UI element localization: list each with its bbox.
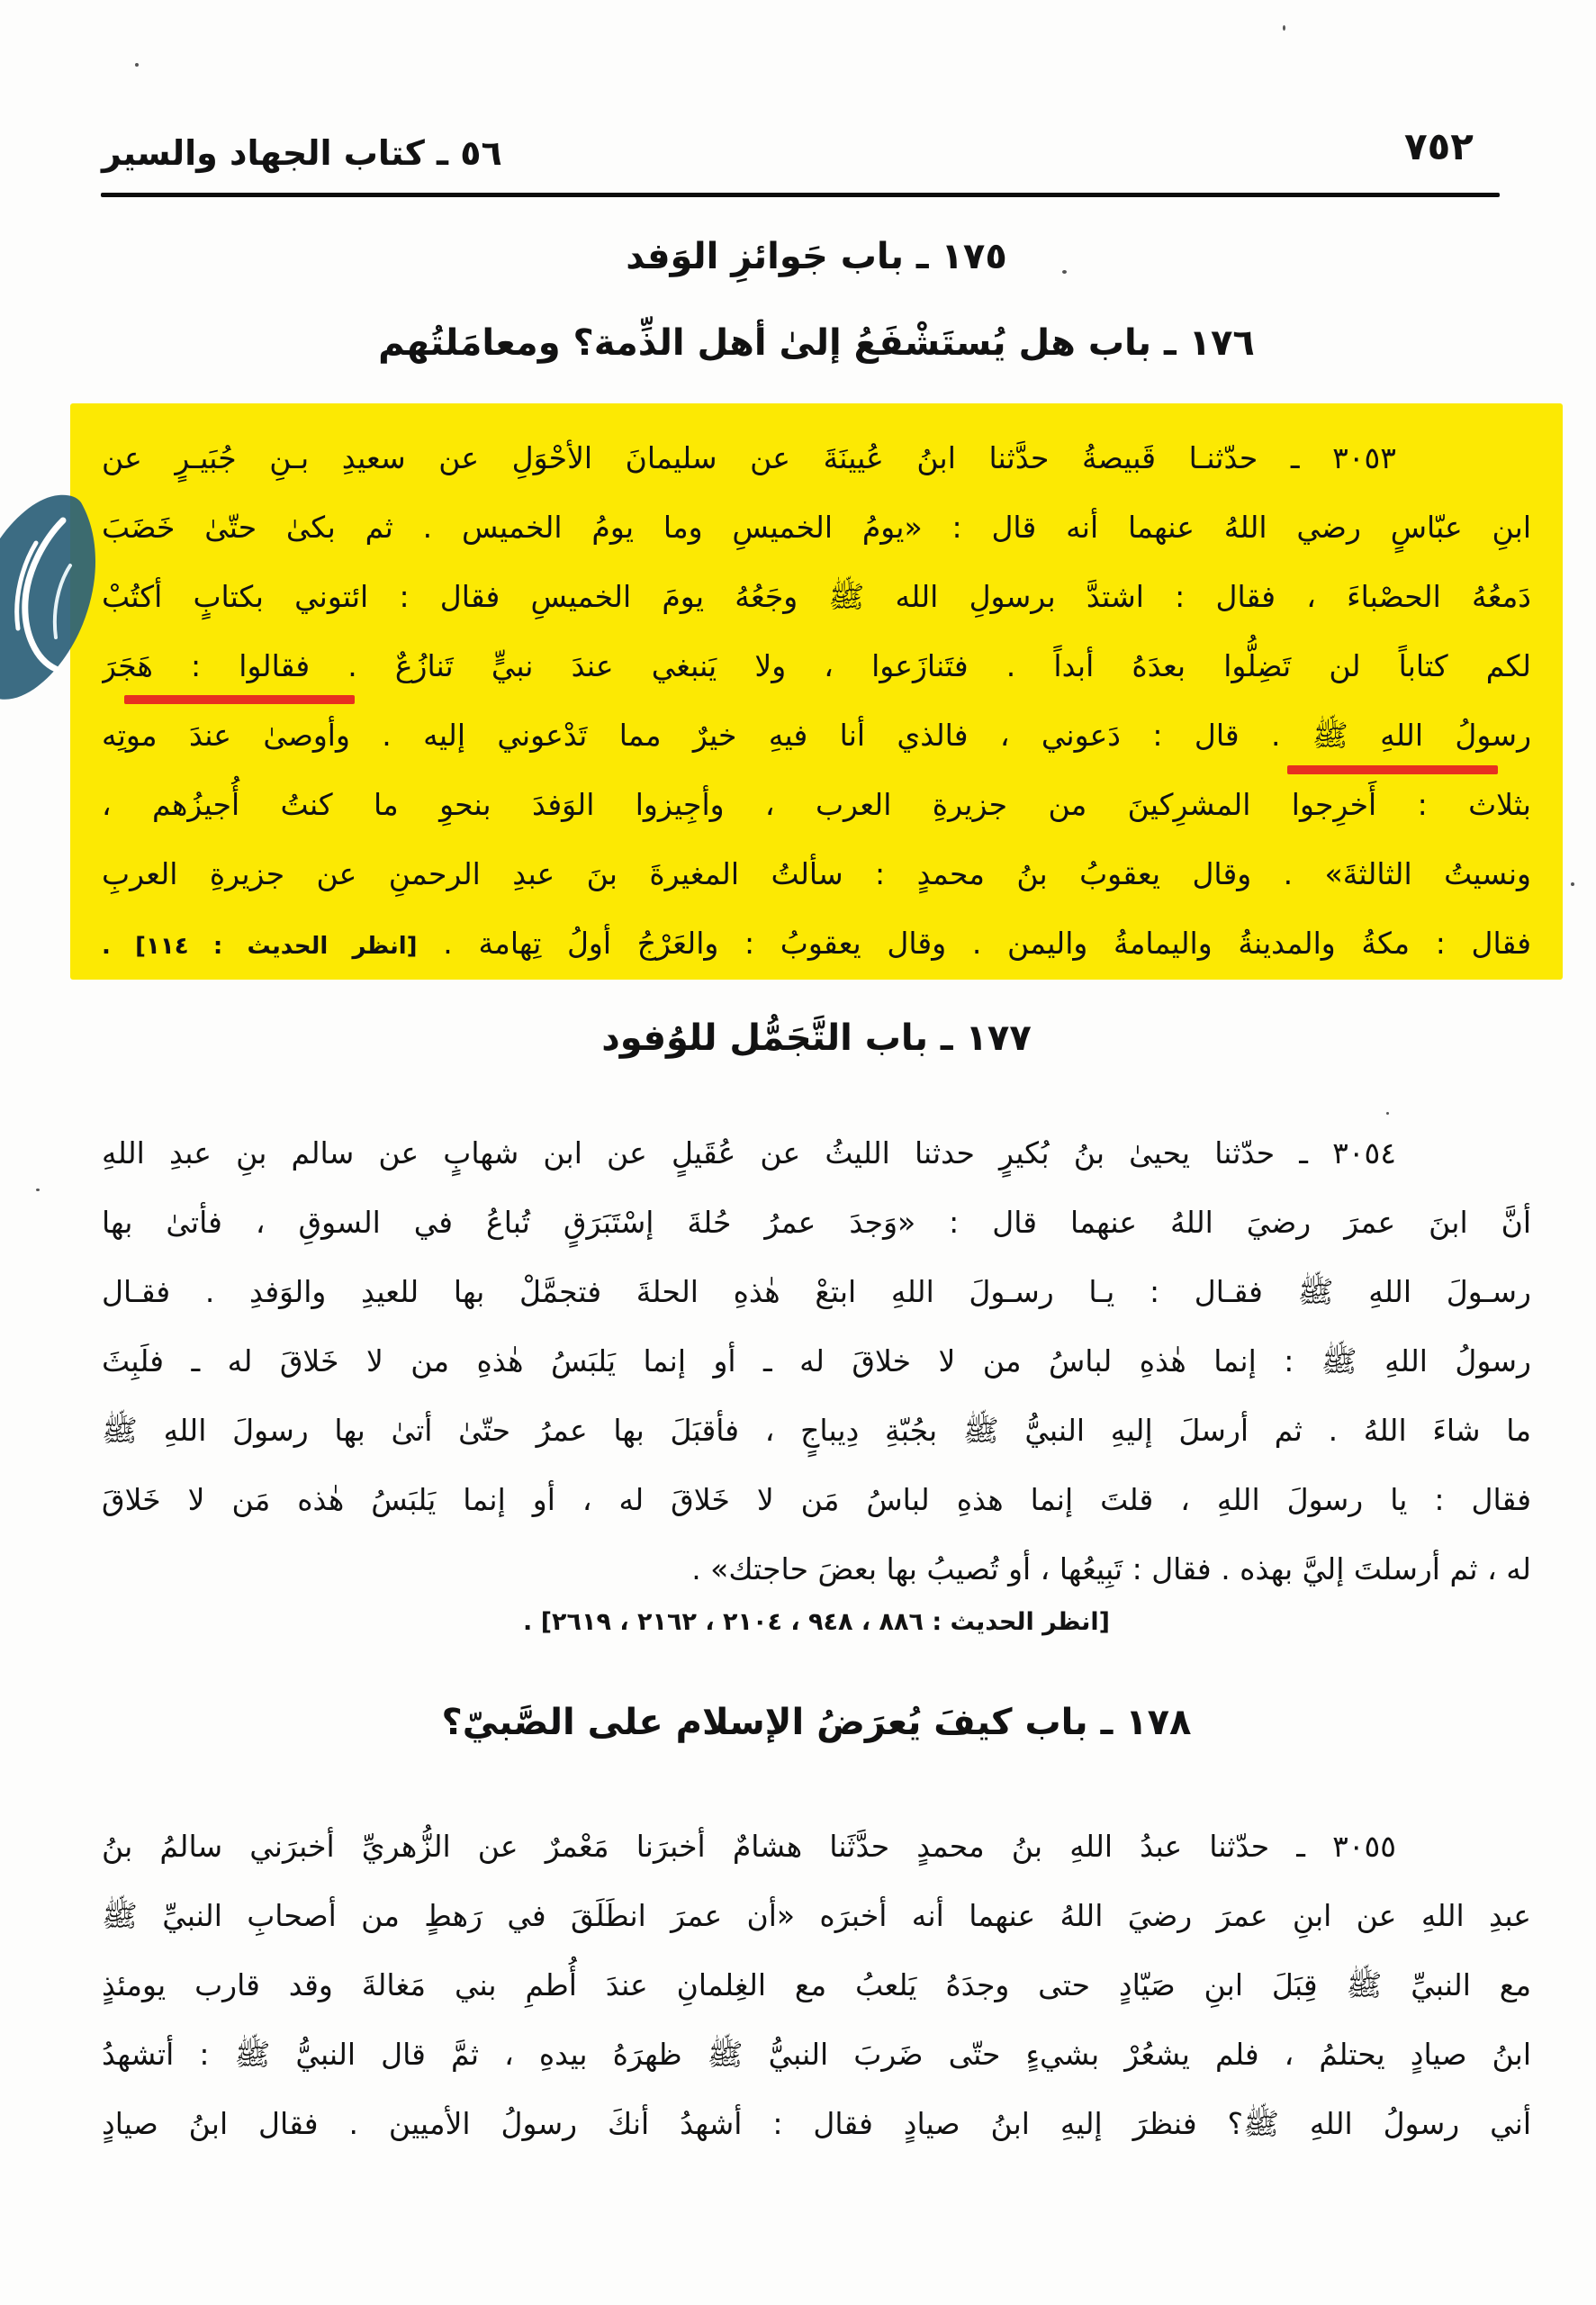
hadith-line: ابنِ عبّاسٍ رضي اللهُ عنهما أنه قال : «يومُ الخميسِ وما يومُ الخميس . ثم بكىٰ حتّىٰ خَضَبَ <box>102 510 1531 545</box>
hadith-line: فقال : يا رسولَ اللهِ ، قلتَ إنما هذهِ لباسُ مَن لا خَلاقَ له ، أو إنما يَلبَسُ هٰذه مَن لا خَلاقَ <box>102 1482 1531 1517</box>
red-underline-hajara <box>124 695 355 704</box>
hadith-line: دَمعُهُ الحصْباءَ ، فقال : اشتدَّ برسولِ الله ﷺ وجَعُهُ يومَ الخميسِ فقال : ائتوني بكتابٍ أكتُبْ <box>102 579 1531 614</box>
hadith-line: رسولُ اللهِ ﷺ : إنما هٰذهِ لباسُ من لا خلاقَ له ـ أو إنما يَلبَسُ هٰذهِ من لا خَلاقَ له ـ فلَبِثَ <box>102 1343 1531 1378</box>
hadith-line: بثلاث : أَخرِجوا المشرِكينَ من جزيرةِ العرب ، وأجِيزوا الوَفدَ بنحوِ ما كنتُ أُجيزُهم ، <box>102 787 1531 822</box>
hadith-line: لكم كتاباً لن تَضِلُّوا بعدَهُ أبداً . فتَنازَعوا ، ولا يَنبغي عندَ نبيٍّ تَنازُعٌ . فقالوا : هَجَرَ <box>102 648 1531 683</box>
header-divider-rule <box>101 193 1500 197</box>
chapter-heading-176: ١٧٦ ـ باب هل يُستَشْفَعُ إلىٰ أهل الذِّمة؟ ومعامَلتُهم <box>378 322 1255 364</box>
page-number: ٧٥٢ <box>1404 124 1474 168</box>
hadith-reference: [انظر الحديث : ٨٨٦ ، ٩٤٨ ، ٢١٠٤ ، ٢١٦٢ ، ٢٦١٩] . <box>523 1608 1110 1636</box>
hadith-line: ٣٠٥٤ ـ حدّثنا يحيىٰ بنُ بُكيرٍ حدثنا الليثُ عن عُقَيلٍ عن ابن شهابٍ عن سالم بنِ عبدِ اللهِ <box>102 1135 1396 1171</box>
scan-speck <box>135 63 139 67</box>
hadith-3054 <box>102 1118 1531 1604</box>
scan-speck <box>1571 882 1574 886</box>
hadith-line: ٣٠٥٣ ـ حدّثنـا قَبيصةُ حدَّثنا ابنُ عُيينَةَ عن سليمانَ الأحْوَلِ عن سعيدِ بـنِ جُبَيـرٍ عن <box>102 440 1396 475</box>
publisher-watermark-logo <box>0 493 117 714</box>
scan-speck <box>1386 1112 1389 1115</box>
hadith-line: عبدِ اللهِ عن ابنِ عمرَ رضيَ اللهُ عنهما أنه أخبرَه «أن عمرَ انطَلَقَ في رَهطٍ من أصحابِ النبيِّ ﷺ <box>102 1898 1531 1933</box>
hadith-line: أنَّ ابنَ عمرَ رضيَ اللهُ عنهما قال : «وَجدَ عمرُ حُلةَ إسْتَبَرَقٍ تُباعُ في السوقِ ، فأتىٰ بها <box>102 1205 1531 1240</box>
hadith-line <box>102 908 1531 978</box>
hadith-line: ونسيتُ الثالثةَ» . وقال يعقوبُ بنُ محمدٍ : سألتُ المغيرةَ بنَ عبدِ الرحمنِ عن جزيرةِ العربِ <box>102 856 1531 891</box>
chapter-heading-175: ١٧٥ ـ باب جَوائزِ الوَفد <box>626 236 1007 277</box>
scan-speck <box>1283 25 1285 31</box>
hadith-reference: [انظر الحديث : ١١٤] . <box>102 933 418 960</box>
hadith-line: رسولُ اللهِ ﷺ . قال : دَعوني ، فالذي أنا فيهِ خيرٌ مما تَدْعوني إليه . وأوصىٰ عندَ موتِه <box>102 718 1531 753</box>
hadith-line: له ، ثم أرسلتَ إليَّ بهذه . فقال : تَبِيعُها ، أو تُصيبُ بها بعضَ حاجتك» . <box>691 1551 1531 1586</box>
chapter-heading-178: ١٧٨ ـ باب كيفَ يُعرَضُ الإسلام على الصَّبيّ؟ <box>441 1702 1192 1743</box>
hadith-line: مع النبيِّ ﷺ قِبَلَ ابنِ صَيّادٍ حتى وجدَهُ يَلعبُ مع الغِلمانِ عندَ أُطمِ بني مَغالةَ وقد قارب يومئذٍ <box>102 1967 1531 2002</box>
scan-speck <box>1062 270 1067 274</box>
hadith-3055 <box>102 1812 1531 2158</box>
red-underline-rasul-allah <box>1287 765 1498 774</box>
scan-speck <box>36 1189 40 1191</box>
hadith-line: ابنُ صيادٍ يحتلمُ ، فلم يشعُرْ بشيءٍ حتّى ضَربَ النبيُّ ﷺ ظهرَهُ بيدهِ ، ثمَّ قال النبيُّ ﷺ : أتشهدُ <box>102 2037 1531 2072</box>
hadith-line: ما شاءَ اللهُ . ثم أرسلَ إليهِ النبيُّ ﷺ بجُبّةِ دِيباجٍ ، فأقبَلَ بها عمرُ حتّىٰ أتىٰ بها رسولَ اللهِ ﷺ <box>102 1413 1531 1448</box>
hadith-line: ٣٠٥٥ ـ حدّثنا عبدُ اللهِ بنُ محمدٍ حدَّثَنا هشامٌ أخبرَنا مَعْمرٌ عن الزُّهريِّ أخبرَني سالمُ بنُ <box>102 1829 1396 1864</box>
hadith-line: أني رسولُ اللهِ ﷺ؟ فنظرَ إليهِ ابنُ صيادٍ فقال : أشهدُ أنكَ رسولُ الأميين . فقال ابنُ صيادٍ <box>102 2106 1531 2141</box>
chapter-heading-177: ١٧٧ ـ باب التَّجَمُّل للوُفود <box>601 1017 1032 1059</box>
hadith-line-text: فقال : مكةُ والمدينةُ واليمامةُ واليمن . وقال يعقوبُ : والعَرْجُ أولُ تِهامة . <box>443 926 1531 961</box>
book-title-header: ٥٦ ـ كتاب الجهاد والسير <box>102 133 502 173</box>
hadith-line: رسـولَ اللهِ ﷺ فقـال : يـا رسـولَ اللهِ ابتعْ هٰذهِ الحلةَ فتجمَّلْ بها للعيدِ والوَفدِ . فقـال <box>102 1274 1531 1309</box>
